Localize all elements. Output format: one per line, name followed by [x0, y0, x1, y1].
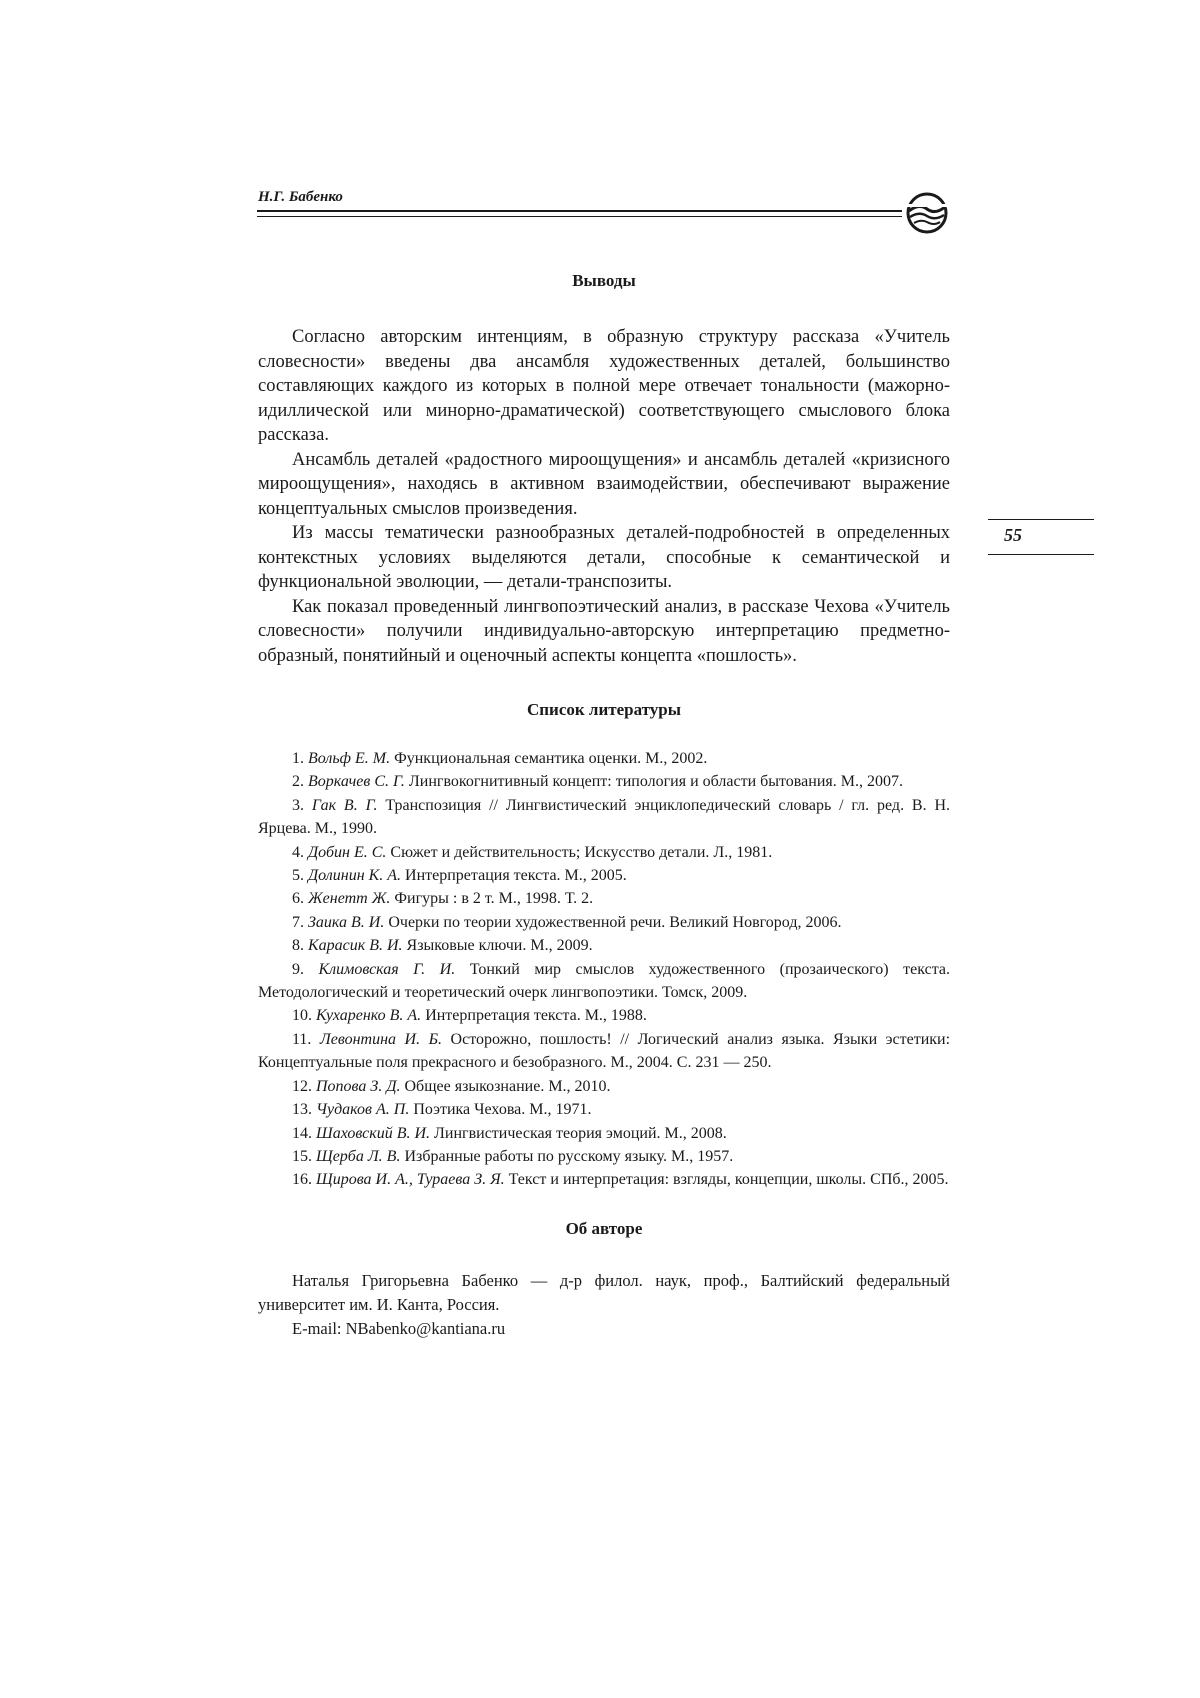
reference-number: 5. [292, 867, 304, 885]
reference-author: Кухаренко В. А. [316, 1007, 422, 1025]
reference-item [258, 887, 950, 910]
reference-text: Транспозиция // Лингвистический энциклопедический словарь / гл. ред. В. Н. Ярцева. М., 1990. [258, 796, 951, 838]
reference-author: Гак В. Г. [311, 796, 378, 814]
conclusions-paragraph: Согласно авторским интенциям, в образную структуру рассказа «Учитель словесности» введены два ансамбля художественных деталей, большинство составляющих каждого из которых в полной мере отвечает тональности (мажорно-идиллической или минорно-драматической) соответствующего смыслового блока рассказа. [258, 327, 950, 445]
section-title-about-author: Об авторе [565, 1218, 643, 1238]
reference-author: Заика В. И. [308, 913, 385, 931]
reference-number: 9. [292, 960, 304, 978]
reference-number: 3. [292, 796, 304, 814]
reference-author: Добин Е. С. [308, 843, 387, 861]
reference-item [258, 841, 950, 864]
reference-author: Климовская Г. И. [318, 960, 456, 978]
reference-author: Щирова И. А., Тураева З. Я. [316, 1171, 505, 1189]
reference-number: 15. [292, 1147, 312, 1165]
section-title-references: Список литературы [526, 700, 682, 719]
reference-number: 7. [292, 913, 304, 931]
reference-author: Левонтина И. Б. [319, 1030, 443, 1048]
reference-text: Функциональная семантика оценки. М., 2002. [394, 750, 708, 767]
reference-text: Фигуры : в 2 т. М., 1998. Т. 2. [394, 890, 594, 908]
reference-item [258, 1075, 950, 1098]
header-rule-thick [257, 210, 902, 212]
author-email: E-mail: NBabenko@kantiana.ru [292, 1318, 506, 1338]
reference-item [258, 1168, 950, 1191]
reference-item [258, 1004, 950, 1027]
reference-text: Лингвистическая теория эмоций. М., 2008. [434, 1124, 727, 1142]
reference-text: Осторожно, пошлость! // Логический анализ языка. Языки эстетики: Концептуальные поля прекрасного и безобразного. М., 2004. С. 231 — 250. [258, 1030, 951, 1072]
reference-number: 2. [292, 773, 304, 791]
reference-item [258, 1028, 950, 1075]
conclusions-paragraph: Ансамбль деталей «радостного мироощущения» и ансамбль деталей «кризисного мироощущения», находясь в активном взаимодействии, обеспечивают выражение концептуальных смыслов произведения. [258, 449, 950, 519]
page-number: 55 [1004, 525, 1022, 545]
reference-item [258, 1122, 950, 1145]
author-bio: Наталья Григорьевна Бабенко — д-р филол. наук, проф., Балтийский федеральный университет им. И. Канта, Россия. [258, 1270, 950, 1314]
reference-author: Воркачев С. Г. [308, 773, 405, 791]
article-content [258, 271, 950, 1341]
reference-text: Общее языкознание. М., 2010. [404, 1077, 611, 1095]
header-rule-thin [257, 216, 902, 217]
reference-item [258, 794, 950, 841]
reference-author: Щерба Л. В. [316, 1147, 401, 1165]
reference-text: Очерки по теории художественной речи. Великий Новгород, 2006. [388, 913, 842, 931]
page-number-box [988, 519, 1094, 555]
reference-text: Лингвокогнитивный концепт: типология и области бытования. М., 2007. [408, 773, 903, 791]
reference-author: Чудаков А. П. [316, 1101, 410, 1119]
reference-text: Избранные работы по русскому языку. М., 1957. [404, 1147, 734, 1165]
running-header-author: Н.Г. Бабенко [258, 189, 343, 205]
reference-item [258, 958, 950, 1005]
journal-logo-icon [905, 191, 949, 235]
reference-text: Интерпретация текста. М., 2005. [405, 867, 627, 885]
conclusions-paragraph: Как показал проведенный лингвопоэтический анализ, в рассказе Чехова «Учитель словесности» получили индивидуально-авторскую интерпретацию предметно-образный, понятийный и оценочный аспекты концепта «пошлость». [258, 596, 950, 666]
reference-number: 6. [292, 890, 304, 908]
reference-item [258, 1145, 950, 1168]
reference-text: Сюжет и действительность; Искусство детали. Л., 1981. [390, 843, 773, 861]
conclusions-paragraph: Из массы тематически разнообразных деталей-подробностей в определенных контекстных условиях выделяются детали, способные к семантической и функциональной эволюции, — детали-транспозиты. [258, 523, 950, 592]
reference-item [258, 770, 950, 793]
section-title-conclusions: Выводы [572, 271, 636, 290]
reference-number: 11. [292, 1030, 312, 1048]
reference-item [258, 934, 950, 957]
reference-author: Женетт Ж. [308, 890, 391, 908]
reference-author: Шаховский В. И. [316, 1124, 431, 1142]
reference-number: 4. [292, 843, 304, 861]
reference-list [258, 747, 950, 1192]
reference-item [258, 911, 950, 934]
reference-number: 1. [292, 750, 304, 767]
reference-number: 14. [292, 1124, 312, 1142]
reference-text: Языковые ключи. М., 2009. [406, 937, 593, 955]
reference-text: Текст и интерпретация: взгляды, концепции, школы. СПб., 2005. [508, 1171, 949, 1189]
reference-text: Тонкий мир смыслов художественного (прозаического) текста. Методологический и теоретический очерк лингвопоэтики. Томск, 2009. [258, 960, 950, 1002]
reference-item [258, 1098, 950, 1121]
reference-text: Интерпретация текста. М., 1988. [425, 1007, 647, 1025]
reference-author: Вольф Е. М. [308, 750, 391, 767]
reference-number: 12. [292, 1077, 312, 1095]
reference-item [258, 864, 950, 887]
reference-item [258, 747, 950, 770]
reference-author: Долинин К. А. [308, 867, 402, 885]
reference-text: Поэтика Чехова. М., 1971. [413, 1101, 592, 1119]
reference-number: 8. [292, 937, 304, 955]
reference-number: 16. [292, 1171, 312, 1189]
reference-number: 13. [292, 1101, 312, 1119]
reference-number: 10. [292, 1007, 312, 1025]
reference-author: Карасик В. И. [308, 937, 403, 955]
reference-author: Попова З. Д. [316, 1077, 401, 1095]
